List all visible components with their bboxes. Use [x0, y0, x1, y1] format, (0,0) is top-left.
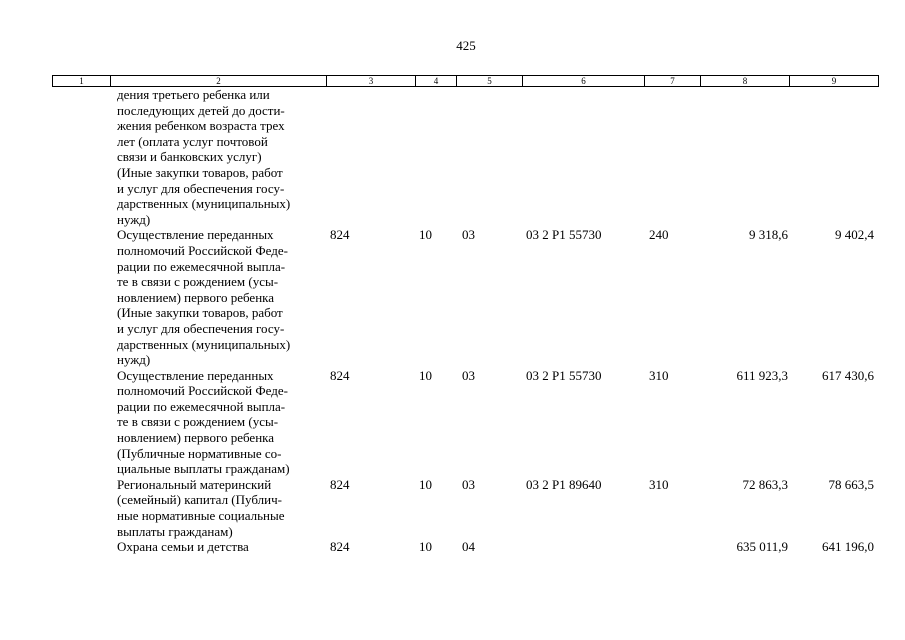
table-header-row	[52, 75, 879, 87]
table-row	[52, 227, 879, 367]
row-name: Осуществление переданных полномочий Российской Феде- рации по ежемесячной выпла- те в связи с рождением (усы- новлением) первого ребенка (Публичные нормативные со- циальные выплаты гражданам)	[117, 367, 290, 477]
cell-sum-1: 9 318,6	[749, 227, 788, 243]
cell-vr: 240	[649, 227, 669, 243]
cell-grbs: 824	[330, 539, 350, 555]
header-col-8: 8	[701, 76, 790, 86]
cell-grbs: 824	[330, 227, 350, 243]
row-name: Охрана семьи и детства	[117, 539, 249, 555]
header-col-9: 9	[831, 76, 837, 86]
cell-pr: 03	[462, 476, 475, 492]
cell-csr: 03 2 P1 55730	[526, 227, 602, 243]
table-row	[52, 87, 879, 227]
cell-pr: 03	[462, 227, 475, 243]
table-body	[52, 87, 879, 555]
cell-sum-2: 641 196,0	[822, 539, 874, 555]
cell-vr: 310	[649, 476, 669, 492]
cell-sum-2: 78 663,5	[828, 476, 874, 492]
page-number: 425	[456, 38, 476, 53]
cell-sum-1: 72 863,3	[742, 476, 788, 492]
cell-pr: 04	[462, 539, 475, 555]
cell-csr: 03 2 P1 89640	[526, 476, 602, 492]
cell-rz: 10	[419, 227, 432, 243]
cell-grbs: 824	[330, 367, 350, 383]
table-row	[52, 477, 879, 539]
cell-sum-2: 9 402,4	[835, 227, 874, 243]
cell-vr: 310	[649, 367, 669, 383]
header-col-1: 1	[53, 76, 111, 86]
table-row	[52, 539, 879, 555]
header-col-4: 4	[416, 76, 457, 86]
cell-sum-2: 617 430,6	[822, 367, 874, 383]
cell-pr: 03	[462, 367, 475, 383]
header-col-6: 6	[523, 76, 645, 86]
row-name: дения третьего ребенка или последующих детей до дости- жения ребенком возраста трех лет (оплата услуг почтовой связи и банковских услуг) (Иные закупки товаров, работ и услуг для обеспечения госу- дарственных (муниципальных) нужд)	[117, 87, 291, 227]
table-row	[52, 368, 879, 477]
header-col-3: 3	[327, 76, 416, 86]
cell-sum-1: 611 923,3	[736, 367, 788, 383]
cell-csr: 03 2 P1 55730	[526, 367, 602, 383]
row-name: Осуществление переданных полномочий Российской Феде- рации по ежемесячной выпла- те в связи с рождением (усы- новлением) первого ребенка (Иные закупки товаров, работ и услуг для обеспечения госу- дарственных (муниципальных) нужд)	[117, 227, 291, 368]
cell-sum-1: 635 011,9	[736, 539, 788, 555]
header-col-5: 5	[457, 76, 523, 86]
header-col-2: 2	[111, 76, 327, 86]
cell-rz: 10	[419, 539, 432, 555]
header-col-7: 7	[645, 76, 701, 86]
cell-rz: 10	[419, 476, 432, 492]
cell-grbs: 824	[330, 476, 350, 492]
row-name: Региональный материнский (семейный) капитал (Публич- ные нормативные социальные выплаты гражданам)	[117, 476, 285, 539]
cell-rz: 10	[419, 367, 432, 383]
